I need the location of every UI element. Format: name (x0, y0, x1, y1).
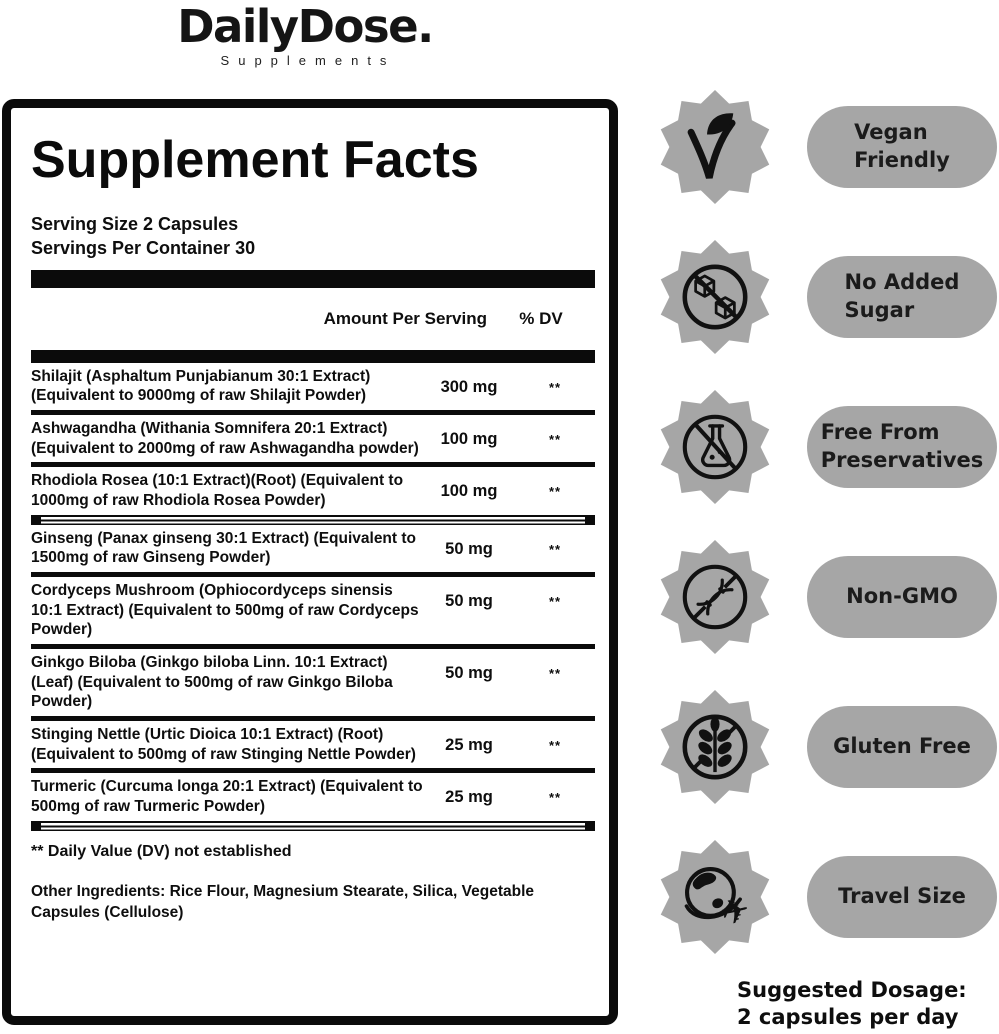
ingredient-amount: 25 mg (445, 788, 493, 807)
ingredient-dv: ** (548, 484, 562, 500)
svg-text:✈: ✈ (716, 889, 755, 936)
ingredient-name: Stinging Nettle (Urtic Dioica 10:1 Extract) (Root) (Equivalent to 500mg of raw Stinging Nettle Powder) (31, 726, 416, 763)
badge-column (650, 87, 997, 957)
badge-label-line1: Non-GMO (846, 584, 958, 609)
brand-name: DailyDose. (177, 0, 433, 53)
divider-bar-medium (31, 350, 595, 363)
ingredient-amount: 50 mg (445, 591, 493, 610)
dosage-title: Suggested Dosage: (737, 978, 967, 1002)
ingredient-name: Cordyceps Mushroom (Ophiocordyceps sinensis 10:1 Extract) (Equivalent to 500mg of raw Cordyceps Powder) (31, 581, 419, 639)
badge-label-line2: Sugar (844, 298, 915, 322)
panel-title: Supplement Facts (31, 131, 479, 189)
badge-label-line1: No Added (844, 270, 960, 295)
ingredient-amount: 300 mg (440, 377, 498, 396)
non-gmo-icon (658, 537, 772, 657)
dosage-value: 2 capsules per day (737, 1005, 959, 1030)
badge-pill (807, 706, 997, 788)
ingredient-dv: ** (548, 665, 562, 681)
ingredient-amount: 100 mg (440, 429, 498, 448)
ingredient-amount: 25 mg (445, 736, 493, 754)
row-separator-striped (31, 515, 595, 525)
ingredient-amount: 50 mg (445, 539, 493, 558)
suggested-dosage (737, 977, 967, 1032)
badge-pill (807, 256, 997, 338)
column-amount-per-serving: Amount Per Serving (323, 308, 487, 328)
ingredient-dv: ** (548, 593, 562, 609)
servings-per-container: Servings Per Container 30 (31, 238, 256, 259)
brand-tagline: Supplements (220, 52, 396, 68)
ingredient-row (31, 649, 595, 716)
badge-label-line1: Gluten Free (833, 734, 971, 759)
badge-free-from-preservatives (650, 387, 997, 507)
badge-pill (807, 856, 997, 938)
ingredient-amount: 100 mg (440, 482, 498, 501)
row-separator-striped (31, 821, 595, 831)
badge-pill (807, 406, 997, 488)
no-preservatives-icon (658, 387, 772, 507)
ingredient-row (31, 773, 595, 820)
ingredient-amount: 50 mg (445, 663, 493, 682)
ingredient-dv: ** (548, 431, 562, 447)
ingredient-dv: ** (548, 790, 562, 806)
ingredient-row (31, 525, 595, 572)
ingredient-dv: ** (548, 541, 562, 557)
ingredient-row (31, 363, 595, 410)
serving-size: Serving Size 2 Capsules (31, 214, 239, 234)
ingredient-name: Ashwagandha (Withania Somnifera 20:1 Extract) (Equivalent to 2000mg of raw Ashwagandha powder) (31, 419, 419, 457)
ingredient-dv: ** (548, 738, 562, 753)
badge-label-line1: Free From (820, 420, 940, 445)
ingredient-dv: ** (548, 379, 562, 395)
gluten-free-icon (658, 687, 772, 807)
badge-label-line1: Travel Size (838, 884, 966, 909)
badge-label-line2: Preservatives (820, 448, 984, 472)
no-sugar-icon (658, 237, 772, 357)
ingredient-row (31, 415, 595, 462)
badge-vegan-friendly (650, 87, 997, 207)
ingredient-name: Rhodiola Rosea (10:1 Extract)(Root) (Equivalent to 1000mg of raw Rhodiola Rosea Powder) (31, 472, 404, 509)
supplement-facts-panel (2, 99, 618, 1025)
ingredient-name: Turmeric (Curcuma longa 20:1 Extract) (Equivalent to 500mg of raw Turmeric Powder) (31, 778, 423, 816)
ingredient-row (31, 577, 595, 644)
badge-gluten-free (650, 687, 997, 807)
other-ingredients: Other Ingredients: Rice Flour, Magnesium Stearate, Silica, Vegetable Capsules (Cellulose) (31, 882, 535, 922)
ingredient-row (31, 721, 595, 768)
travel-size-icon (658, 837, 772, 957)
brand-logo (150, 2, 460, 68)
ingredient-name: Ginkgo Biloba (Ginkgo biloba Linn. 10:1 Extract) (Leaf) (Equivalent to 500mg of raw Ginkgo Biloba Powder) (31, 653, 393, 711)
column-headers (31, 309, 595, 329)
badge-pill (807, 556, 997, 638)
ingredient-row (31, 467, 595, 514)
ingredient-name: Shilajit (Asphaltum Punjabianum 30:1 Extract) (Equivalent to 9000mg of raw Shilajit Powder) (31, 367, 371, 405)
badge-non-gmo (650, 537, 997, 657)
badge-no-added-sugar (650, 237, 997, 357)
column-percent-dv: % DV (519, 308, 563, 328)
ingredient-name: Ginseng (Panax ginseng 30:1 Extract) (Equivalent to 1500mg of raw Ginseng Powder) (31, 529, 417, 567)
vegan-icon (658, 87, 772, 207)
badge-pill (807, 106, 997, 188)
dv-footnote: ** Daily Value (DV) not established (31, 842, 292, 860)
serving-info (31, 212, 595, 261)
badge-travel-size (650, 837, 997, 957)
badge-label-line1: Vegan (854, 120, 928, 145)
divider-bar-thick (31, 270, 595, 288)
badge-label-line2: Friendly (854, 148, 950, 172)
